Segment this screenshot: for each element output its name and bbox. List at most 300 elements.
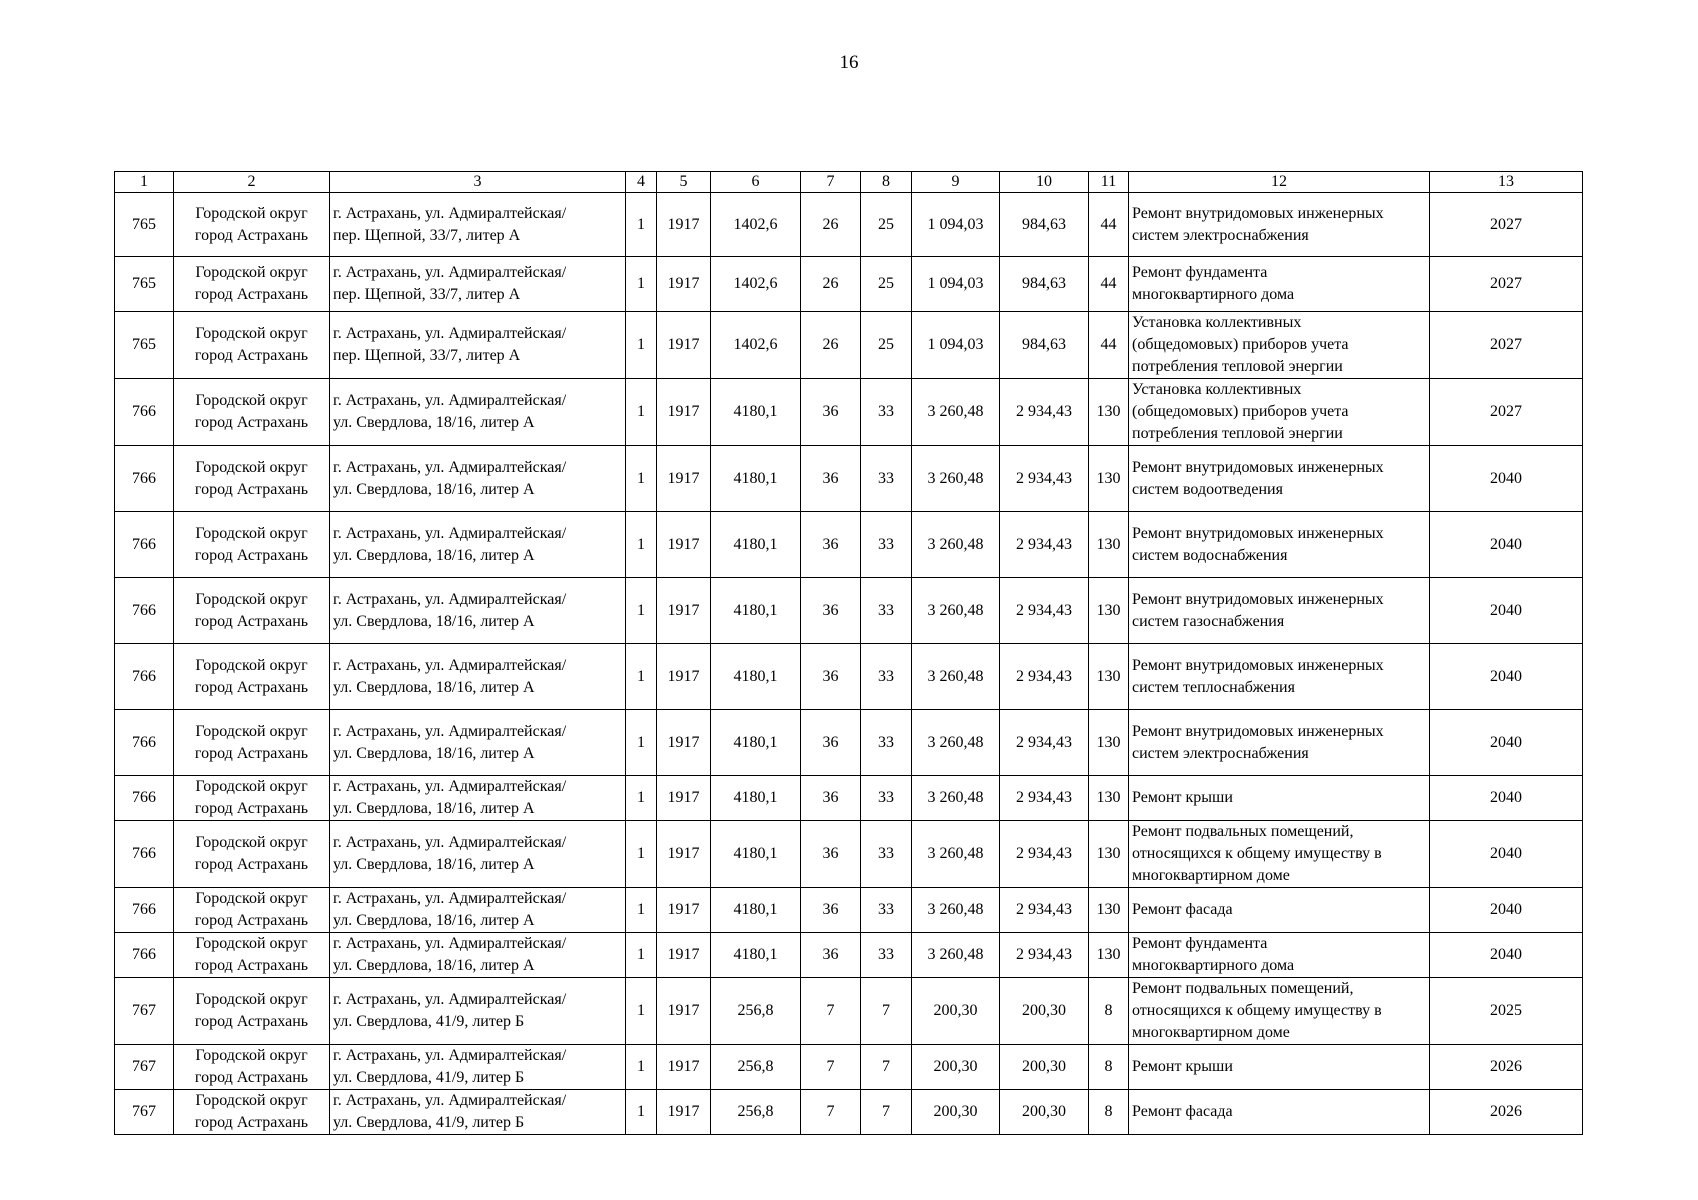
address-line: ул. Свердлова, 18/16, литер А — [333, 744, 535, 762]
plan-year-cell: 2026 — [1430, 1045, 1583, 1090]
address-cell — [330, 933, 626, 978]
municipality-line: Городской округ — [195, 458, 308, 476]
work-type-line: относящихся к общему имуществу в — [1132, 845, 1382, 862]
work-type-line: (общедомовых) приборов учета — [1132, 403, 1349, 420]
work-type-line: Ремонт внутридомовых инженерных — [1132, 656, 1384, 674]
address-line: г. Астрахань, ул. Адмиралтейская/ — [333, 656, 567, 674]
municipality-cell — [174, 1045, 330, 1090]
address-line: пер. Щепной, 33/7, литер А — [333, 347, 521, 364]
total-area-cell: 4180,1 — [711, 776, 801, 821]
stage-cell: 1 — [626, 1045, 657, 1090]
address-cell — [330, 193, 626, 257]
build-year-cell: 1917 — [657, 257, 711, 312]
premises-residential-cell: 33 — [861, 933, 912, 978]
address-line: ул. Свердлова, 18/16, литер А — [333, 800, 535, 817]
plan-year-cell: 2040 — [1430, 578, 1583, 644]
premises-total-cell: 26 — [801, 257, 861, 312]
premises-total-cell: 36 — [801, 821, 861, 888]
municipality-line: Городской округ — [195, 524, 308, 542]
work-type-line: систем водоснабжения — [1132, 546, 1288, 564]
address-line: г. Астрахань, ул. Адмиралтейская/ — [333, 590, 567, 608]
stage-cell: 1 — [626, 257, 657, 312]
build-year-cell: 1917 — [657, 710, 711, 776]
address-cell — [330, 578, 626, 644]
address-cell — [330, 710, 626, 776]
residents-cell: 130 — [1089, 644, 1129, 710]
residents-cell: 130 — [1089, 512, 1129, 578]
work-type-line: систем электроснабжения — [1132, 744, 1309, 762]
municipality-line: город Астрахань — [194, 347, 309, 364]
municipality-line: город Астрахань — [194, 1013, 309, 1030]
record-number-cell: 766 — [115, 933, 174, 978]
total-area-cell: 256,8 — [711, 978, 801, 1045]
address-cell — [330, 512, 626, 578]
premises-total-cell: 36 — [801, 710, 861, 776]
work-type-cell — [1129, 933, 1430, 978]
address-line: г. Астрахань, ул. Адмиралтейская/ — [333, 834, 567, 851]
work-type-cell — [1129, 446, 1430, 512]
work-type-line: Ремонт внутридомовых инженерных — [1132, 524, 1384, 542]
address-cell — [330, 776, 626, 821]
address-line: г. Астрахань, ул. Адмиралтейская/ — [333, 935, 567, 952]
total-area-cell: 256,8 — [711, 1090, 801, 1135]
build-year-cell: 1917 — [657, 644, 711, 710]
municipality-cell — [174, 1090, 330, 1135]
area-residential-cell: 2 934,43 — [1000, 644, 1089, 710]
premises-total-cell: 26 — [801, 312, 861, 379]
record-number-cell: 766 — [115, 578, 174, 644]
area-residential-cell: 200,30 — [1000, 1090, 1089, 1135]
plan-year-cell: 2040 — [1430, 821, 1583, 888]
premises-residential-cell: 33 — [861, 512, 912, 578]
stage-cell: 1 — [626, 644, 657, 710]
address-line: г. Астрахань, ул. Адмиралтейская/ — [333, 458, 567, 476]
municipality-line: Городской округ — [195, 935, 308, 952]
premises-residential-cell: 25 — [861, 193, 912, 257]
premises-total-cell: 36 — [801, 933, 861, 978]
municipality-cell — [174, 933, 330, 978]
work-type-line: Ремонт крыши — [1132, 789, 1233, 806]
build-year-cell: 1917 — [657, 1045, 711, 1090]
plan-year-cell: 2040 — [1430, 888, 1583, 933]
work-type-cell — [1129, 1045, 1430, 1090]
area-residential-cell: 200,30 — [1000, 978, 1089, 1045]
municipality-line: город Астрахань — [194, 480, 309, 498]
work-type-line: (общедомовых) приборов учета — [1132, 336, 1349, 353]
table-row — [115, 446, 1583, 512]
municipality-line: Городской округ — [195, 1092, 308, 1109]
municipality-line: Городской округ — [195, 991, 308, 1008]
municipality-cell — [174, 379, 330, 446]
municipality-line: город Астрахань — [194, 856, 309, 873]
total-area-cell: 256,8 — [711, 1045, 801, 1090]
area-total-cell: 1 094,03 — [912, 257, 1000, 312]
record-number-cell: 765 — [115, 257, 174, 312]
address-line: ул. Свердлова, 41/9, литер Б — [333, 1114, 525, 1131]
address-line: ул. Свердлова, 18/16, литер А — [333, 678, 535, 696]
premises-total-cell: 7 — [801, 978, 861, 1045]
municipality-cell — [174, 193, 330, 257]
plan-year-cell: 2040 — [1430, 644, 1583, 710]
address-cell — [330, 312, 626, 379]
table-row — [115, 1090, 1583, 1135]
address-line: г. Астрахань, ул. Адмиралтейская/ — [333, 264, 567, 281]
address-line: ул. Свердлова, 18/16, литер А — [333, 612, 535, 630]
work-type-line: относящихся к общему имуществу в — [1132, 1002, 1382, 1019]
build-year-cell: 1917 — [657, 888, 711, 933]
work-type-cell — [1129, 312, 1430, 379]
address-line: ул. Свердлова, 18/16, литер А — [333, 912, 535, 929]
work-type-line: Ремонт внутридомовых инженерных — [1132, 204, 1384, 222]
address-line: г. Астрахань, ул. Адмиралтейская/ — [333, 991, 567, 1008]
work-type-line: Ремонт внутридомовых инженерных — [1132, 458, 1384, 476]
premises-total-cell: 36 — [801, 446, 861, 512]
stage-cell: 1 — [626, 578, 657, 644]
build-year-cell: 1917 — [657, 776, 711, 821]
build-year-cell: 1917 — [657, 821, 711, 888]
residents-cell: 130 — [1089, 933, 1129, 978]
address-cell — [330, 888, 626, 933]
municipality-line: город Астрахань — [194, 612, 309, 630]
address-line: пер. Щепной, 33/7, литер А — [333, 226, 521, 244]
municipality-line: Городской округ — [195, 204, 308, 222]
premises-total-cell: 36 — [801, 512, 861, 578]
work-type-line: Ремонт фундамента — [1132, 935, 1268, 952]
residents-cell: 130 — [1089, 446, 1129, 512]
residents-cell: 130 — [1089, 821, 1129, 888]
build-year-cell: 1917 — [657, 379, 711, 446]
municipality-cell — [174, 512, 330, 578]
table-row — [115, 379, 1583, 446]
work-type-cell — [1129, 379, 1430, 446]
work-type-line: потребления тепловой энергии — [1132, 425, 1343, 442]
record-number-cell: 767 — [115, 1090, 174, 1135]
stage-cell: 1 — [626, 933, 657, 978]
municipality-cell — [174, 821, 330, 888]
work-type-cell — [1129, 257, 1430, 312]
plan-year-cell: 2040 — [1430, 512, 1583, 578]
municipality-line: Городской округ — [195, 890, 308, 907]
municipality-line: Городской округ — [195, 778, 308, 795]
municipality-cell — [174, 578, 330, 644]
column-number-row — [115, 172, 1583, 193]
address-line: ул. Свердлова, 41/9, литер Б — [333, 1069, 525, 1086]
stage-cell: 1 — [626, 821, 657, 888]
premises-total-cell: 36 — [801, 776, 861, 821]
build-year-cell: 1917 — [657, 978, 711, 1045]
work-type-line: потребления тепловой энергии — [1132, 358, 1343, 375]
municipality-line: город Астрахань — [194, 678, 309, 696]
area-total-cell: 1 094,03 — [912, 193, 1000, 257]
address-line: ул. Свердлова, 18/16, литер А — [333, 480, 535, 498]
record-number-cell: 767 — [115, 978, 174, 1045]
residents-cell: 8 — [1089, 1090, 1129, 1135]
municipality-line: Городской округ — [195, 722, 308, 740]
work-type-line: Ремонт подвальных помещений, — [1132, 980, 1354, 997]
stage-cell: 1 — [626, 193, 657, 257]
stage-cell: 1 — [626, 710, 657, 776]
work-type-line: Ремонт подвальных помещений, — [1132, 823, 1354, 840]
municipality-line: город Астрахань — [194, 744, 309, 762]
table-row — [115, 644, 1583, 710]
municipality-line: город Астрахань — [194, 286, 309, 303]
work-type-cell — [1129, 978, 1430, 1045]
table-row — [115, 578, 1583, 644]
area-residential-cell: 984,63 — [1000, 312, 1089, 379]
work-type-line: систем теплоснабжения — [1132, 678, 1295, 696]
work-type-line: многоквартирном доме — [1132, 867, 1290, 884]
plan-year-cell: 2025 — [1430, 978, 1583, 1045]
column-number-6: 6 — [711, 172, 801, 193]
record-number-cell: 766 — [115, 710, 174, 776]
stage-cell: 1 — [626, 379, 657, 446]
area-total-cell: 3 260,48 — [912, 710, 1000, 776]
table-row — [115, 193, 1583, 257]
plan-year-cell: 2040 — [1430, 710, 1583, 776]
table-row — [115, 710, 1583, 776]
total-area-cell: 4180,1 — [711, 512, 801, 578]
address-cell — [330, 978, 626, 1045]
residents-cell: 44 — [1089, 257, 1129, 312]
residents-cell: 130 — [1089, 888, 1129, 933]
work-type-line: Ремонт фасада — [1132, 1103, 1233, 1120]
address-cell — [330, 1090, 626, 1135]
area-residential-cell: 984,63 — [1000, 257, 1089, 312]
municipality-line: город Астрахань — [194, 226, 309, 244]
area-total-cell: 1 094,03 — [912, 312, 1000, 379]
address-line: г. Астрахань, ул. Адмиралтейская/ — [333, 325, 567, 342]
total-area-cell: 4180,1 — [711, 379, 801, 446]
table-body — [115, 193, 1583, 1135]
area-residential-cell: 2 934,43 — [1000, 821, 1089, 888]
work-type-cell — [1129, 644, 1430, 710]
premises-total-cell: 7 — [801, 1045, 861, 1090]
area-total-cell: 3 260,48 — [912, 644, 1000, 710]
address-cell — [330, 446, 626, 512]
area-residential-cell: 2 934,43 — [1000, 446, 1089, 512]
work-type-line: систем газоснабжения — [1132, 612, 1285, 630]
municipality-cell — [174, 644, 330, 710]
total-area-cell: 4180,1 — [711, 710, 801, 776]
stage-cell: 1 — [626, 512, 657, 578]
address-cell — [330, 644, 626, 710]
premises-total-cell: 36 — [801, 644, 861, 710]
record-number-cell: 766 — [115, 379, 174, 446]
address-line: г. Астрахань, ул. Адмиралтейская/ — [333, 1047, 567, 1064]
premises-residential-cell: 7 — [861, 978, 912, 1045]
municipality-cell — [174, 312, 330, 379]
work-type-line: многоквартирного дома — [1132, 957, 1295, 974]
table-row — [115, 1045, 1583, 1090]
residents-cell: 8 — [1089, 1045, 1129, 1090]
premises-residential-cell: 33 — [861, 644, 912, 710]
area-total-cell: 3 260,48 — [912, 821, 1000, 888]
area-total-cell: 3 260,48 — [912, 446, 1000, 512]
address-line: г. Астрахань, ул. Адмиралтейская/ — [333, 1092, 567, 1109]
area-total-cell: 3 260,48 — [912, 379, 1000, 446]
area-total-cell: 3 260,48 — [912, 933, 1000, 978]
area-residential-cell: 2 934,43 — [1000, 888, 1089, 933]
residents-cell: 130 — [1089, 379, 1129, 446]
municipality-cell — [174, 888, 330, 933]
program-table — [114, 171, 1583, 1135]
area-residential-cell: 984,63 — [1000, 193, 1089, 257]
work-type-cell — [1129, 888, 1430, 933]
record-number-cell: 766 — [115, 776, 174, 821]
address-line: ул. Свердлова, 18/16, литер А — [333, 957, 535, 974]
premises-residential-cell: 33 — [861, 379, 912, 446]
municipality-line: город Астрахань — [194, 546, 309, 564]
table-row — [115, 312, 1583, 379]
work-type-line: Ремонт внутридомовых инженерных — [1132, 590, 1384, 608]
premises-residential-cell: 33 — [861, 888, 912, 933]
premises-residential-cell: 25 — [861, 312, 912, 379]
plan-year-cell: 2040 — [1430, 446, 1583, 512]
record-number-cell: 766 — [115, 512, 174, 578]
address-line: г. Астрахань, ул. Адмиралтейская/ — [333, 722, 567, 740]
premises-total-cell: 36 — [801, 888, 861, 933]
plan-year-cell: 2040 — [1430, 933, 1583, 978]
stage-cell: 1 — [626, 978, 657, 1045]
address-cell — [330, 1045, 626, 1090]
column-number-7: 7 — [801, 172, 861, 193]
work-type-line: систем водоотведения — [1132, 480, 1283, 498]
municipality-line: Городской округ — [195, 392, 308, 409]
area-total-cell: 3 260,48 — [912, 578, 1000, 644]
table-row — [115, 888, 1583, 933]
work-type-cell — [1129, 776, 1430, 821]
table-row — [115, 978, 1583, 1045]
premises-residential-cell: 7 — [861, 1045, 912, 1090]
build-year-cell: 1917 — [657, 512, 711, 578]
table-row — [115, 821, 1583, 888]
address-line: г. Астрахань, ул. Адмиралтейская/ — [333, 890, 567, 907]
total-area-cell: 4180,1 — [711, 578, 801, 644]
column-number-12: 12 — [1129, 172, 1430, 193]
plan-year-cell: 2027 — [1430, 193, 1583, 257]
record-number-cell: 766 — [115, 644, 174, 710]
record-number-cell: 767 — [115, 1045, 174, 1090]
table-row — [115, 512, 1583, 578]
municipality-line: Городской округ — [195, 590, 308, 608]
address-line: г. Астрахань, ул. Адмиралтейская/ — [333, 392, 567, 409]
area-total-cell: 3 260,48 — [912, 888, 1000, 933]
work-type-cell — [1129, 1090, 1430, 1135]
premises-residential-cell: 33 — [861, 578, 912, 644]
address-line: пер. Щепной, 33/7, литер А — [333, 286, 521, 303]
residents-cell: 130 — [1089, 578, 1129, 644]
address-line: ул. Свердлова, 41/9, литер Б — [333, 1013, 525, 1030]
municipality-cell — [174, 446, 330, 512]
work-type-line: Ремонт внутридомовых инженерных — [1132, 722, 1384, 740]
area-residential-cell: 2 934,43 — [1000, 933, 1089, 978]
record-number-cell: 765 — [115, 312, 174, 379]
total-area-cell: 4180,1 — [711, 644, 801, 710]
column-number-3: 3 — [330, 172, 626, 193]
address-cell — [330, 257, 626, 312]
municipality-line: Городской округ — [195, 656, 308, 674]
stage-cell: 1 — [626, 1090, 657, 1135]
area-residential-cell: 200,30 — [1000, 1045, 1089, 1090]
residents-cell: 130 — [1089, 710, 1129, 776]
work-type-line: Ремонт фасада — [1132, 901, 1233, 918]
municipality-line: город Астрахань — [194, 1114, 309, 1131]
record-number-cell: 766 — [115, 888, 174, 933]
column-number-10: 10 — [1000, 172, 1089, 193]
build-year-cell: 1917 — [657, 1090, 711, 1135]
column-number-5: 5 — [657, 172, 711, 193]
work-type-line: многоквартирного дома — [1132, 286, 1295, 303]
area-total-cell: 200,30 — [912, 978, 1000, 1045]
total-area-cell: 1402,6 — [711, 312, 801, 379]
premises-total-cell: 36 — [801, 379, 861, 446]
column-number-4: 4 — [626, 172, 657, 193]
address-line: г. Астрахань, ул. Адмиралтейская/ — [333, 524, 567, 542]
residents-cell: 8 — [1089, 978, 1129, 1045]
page-number: 16 — [839, 52, 859, 73]
stage-cell: 1 — [626, 446, 657, 512]
column-number-8: 8 — [861, 172, 912, 193]
build-year-cell: 1917 — [657, 446, 711, 512]
stage-cell: 1 — [626, 888, 657, 933]
municipality-cell — [174, 776, 330, 821]
work-type-cell — [1129, 512, 1430, 578]
build-year-cell: 1917 — [657, 578, 711, 644]
table-row — [115, 776, 1583, 821]
total-area-cell: 1402,6 — [711, 193, 801, 257]
column-number-13: 13 — [1430, 172, 1583, 193]
premises-residential-cell: 33 — [861, 710, 912, 776]
address-line: ул. Свердлова, 18/16, литер А — [333, 414, 535, 431]
municipality-cell — [174, 257, 330, 312]
column-number-9: 9 — [912, 172, 1000, 193]
municipality-line: город Астрахань — [194, 912, 309, 929]
municipality-line: Городской округ — [195, 1047, 308, 1064]
municipality-line: город Астрахань — [194, 1069, 309, 1086]
work-type-line: систем электроснабжения — [1132, 226, 1309, 244]
record-number-cell: 765 — [115, 193, 174, 257]
total-area-cell: 1402,6 — [711, 257, 801, 312]
work-type-cell — [1129, 821, 1430, 888]
work-type-line: Установка коллективных — [1132, 381, 1302, 398]
address-line: г. Астрахань, ул. Адмиралтейская/ — [333, 204, 567, 222]
total-area-cell: 4180,1 — [711, 821, 801, 888]
table-row — [115, 933, 1583, 978]
work-type-line: Установка коллективных — [1132, 314, 1302, 331]
column-number-1: 1 — [115, 172, 174, 193]
plan-year-cell: 2027 — [1430, 312, 1583, 379]
work-type-line: Ремонт крыши — [1132, 1058, 1233, 1075]
build-year-cell: 1917 — [657, 933, 711, 978]
work-type-cell — [1129, 193, 1430, 257]
work-type-cell — [1129, 710, 1430, 776]
residents-cell: 130 — [1089, 776, 1129, 821]
address-line: г. Астрахань, ул. Адмиралтейская/ — [333, 778, 567, 795]
residents-cell: 44 — [1089, 193, 1129, 257]
column-number-11: 11 — [1089, 172, 1129, 193]
record-number-cell: 766 — [115, 821, 174, 888]
area-residential-cell: 2 934,43 — [1000, 710, 1089, 776]
premises-total-cell: 7 — [801, 1090, 861, 1135]
area-residential-cell: 2 934,43 — [1000, 512, 1089, 578]
premises-residential-cell: 25 — [861, 257, 912, 312]
area-total-cell: 200,30 — [912, 1045, 1000, 1090]
municipality-line: Городской округ — [195, 834, 308, 851]
work-type-line: многоквартирном доме — [1132, 1024, 1290, 1041]
plan-year-cell: 2027 — [1430, 379, 1583, 446]
municipality-line: город Астрахань — [194, 957, 309, 974]
plan-year-cell: 2026 — [1430, 1090, 1583, 1135]
